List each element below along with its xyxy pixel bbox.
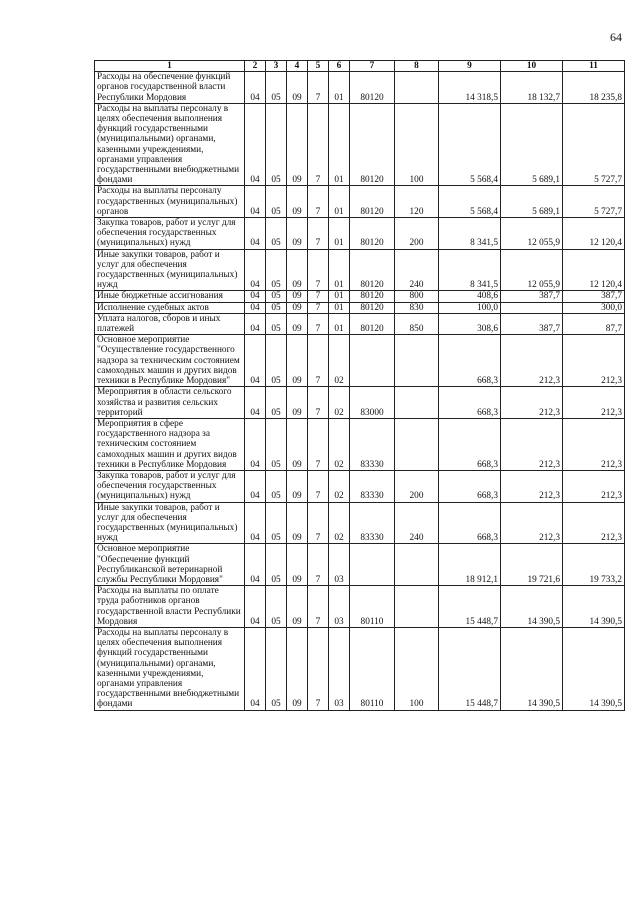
event-code-cell: 01: [329, 302, 350, 313]
expense-code-cell: 80110: [350, 586, 395, 628]
expense-code-cell: 80120: [350, 313, 395, 334]
row-name-cell: Расходы на обеспечение функций органов государственной власти Республики Мордовия: [95, 72, 245, 104]
expense-code-cell: 83330: [350, 418, 395, 470]
header-row: [95, 61, 625, 72]
subprogram-code-cell: 7: [308, 470, 329, 502]
column-header: 1: [95, 61, 245, 72]
row-name-cell: Расходы на выплаты персоналу в целях обеспечения выполнения функций государственными (муниципальными) органами, казенными учреждениями, органами управления государственными внебюджетными фондами: [95, 627, 245, 710]
amount-col11-cell: 212,3: [563, 335, 625, 387]
subsection-code-cell: 05: [266, 470, 287, 502]
amount-col10-cell: 14 390,5: [501, 627, 563, 710]
program-code-cell: 09: [287, 335, 308, 387]
amount-col9-cell: 5 568,4: [439, 186, 501, 218]
expense-code-cell: 80110: [350, 627, 395, 710]
subprogram-code-cell: 7: [308, 218, 329, 250]
row-name-cell: Основное мероприятие "Обеспечение функций Республиканской ветеринарной службы Республики Мордовия": [95, 544, 245, 586]
expense-type-cell: 100: [395, 627, 439, 710]
section-code-cell: 04: [245, 72, 266, 104]
table-row: [95, 103, 625, 186]
row-name-cell: Иные закупки товаров, работ и услуг для обеспечения государственных (муниципальных) нужд: [95, 249, 245, 291]
expense-type-cell: [395, 418, 439, 470]
program-code-cell: 09: [287, 502, 308, 544]
section-code-cell: 04: [245, 387, 266, 419]
program-code-cell: 09: [287, 544, 308, 586]
amount-col9-cell: 18 912,1: [439, 544, 501, 586]
table-row: [95, 186, 625, 218]
row-name-cell: Закупка товаров, работ и услуг для обеспечения государственных (муниципальных) нужд: [95, 218, 245, 250]
amount-col11-cell: 12 120,4: [563, 249, 625, 291]
event-code-cell: 03: [329, 627, 350, 710]
amount-col9-cell: 668,3: [439, 502, 501, 544]
expense-code-cell: 80120: [350, 302, 395, 313]
section-code-cell: 04: [245, 103, 266, 186]
event-code-cell: 02: [329, 502, 350, 544]
amount-col9-cell: 668,3: [439, 335, 501, 387]
amount-col9-cell: 668,3: [439, 470, 501, 502]
amount-col10-cell: 5 689,1: [501, 186, 563, 218]
amount-col10-cell: 12 055,9: [501, 218, 563, 250]
subsection-code-cell: 05: [266, 72, 287, 104]
subprogram-code-cell: 7: [308, 502, 329, 544]
event-code-cell: 01: [329, 186, 350, 218]
expense-type-cell: 850: [395, 313, 439, 334]
expense-code-cell: [350, 335, 395, 387]
amount-col10-cell: 18 132,7: [501, 72, 563, 104]
budget-table: [94, 60, 625, 711]
row-name-cell: Мероприятия в сфере государственного надзора за техническим состоянием самоходных машин и других видов техники в Республике Мордовия: [95, 418, 245, 470]
table-row: [95, 72, 625, 104]
expense-code-cell: [350, 544, 395, 586]
amount-col9-cell: 15 448,7: [439, 627, 501, 710]
subprogram-code-cell: 7: [308, 186, 329, 218]
subprogram-code-cell: 7: [308, 249, 329, 291]
amount-col9-cell: 668,3: [439, 387, 501, 419]
expense-type-cell: 240: [395, 249, 439, 291]
subprogram-code-cell: 7: [308, 387, 329, 419]
table-row: [95, 302, 625, 313]
event-code-cell: 03: [329, 544, 350, 586]
column-header: 6: [329, 61, 350, 72]
expense-type-cell: [395, 586, 439, 628]
expense-code-cell: 83330: [350, 502, 395, 544]
column-header: 8: [395, 61, 439, 72]
program-code-cell: 09: [287, 218, 308, 250]
amount-col9-cell: 8 341,5: [439, 249, 501, 291]
amount-col10-cell: 387,7: [501, 291, 563, 302]
expense-type-cell: 200: [395, 218, 439, 250]
amount-col10-cell: 19 721,6: [501, 544, 563, 586]
section-code-cell: 04: [245, 544, 266, 586]
subprogram-code-cell: 7: [308, 72, 329, 104]
row-name-cell: Расходы на выплаты по оплате труда работников органов государственной власти Республики Мордовия: [95, 586, 245, 628]
expense-code-cell: 80120: [350, 103, 395, 186]
row-name-cell: Иные бюджетные ассигнования: [95, 291, 245, 302]
event-code-cell: 03: [329, 586, 350, 628]
event-code-cell: 02: [329, 387, 350, 419]
column-header: 4: [287, 61, 308, 72]
expense-code-cell: 83330: [350, 470, 395, 502]
section-code-cell: 04: [245, 218, 266, 250]
expense-code-cell: 80120: [350, 291, 395, 302]
amount-col11-cell: 14 390,5: [563, 586, 625, 628]
amount-col10-cell: 212,3: [501, 387, 563, 419]
amount-col9-cell: 408,6: [439, 291, 501, 302]
section-code-cell: 04: [245, 627, 266, 710]
section-code-cell: 04: [245, 418, 266, 470]
amount-col11-cell: 87,7: [563, 313, 625, 334]
amount-col10-cell: 12 055,9: [501, 249, 563, 291]
subprogram-code-cell: 7: [308, 335, 329, 387]
amount-col11-cell: 212,3: [563, 502, 625, 544]
event-code-cell: 01: [329, 218, 350, 250]
row-name-cell: Основное мероприятие "Осуществление государственного надзора за техническим состоянием самоходных машин и других видов техники в Республике Мордовия": [95, 335, 245, 387]
amount-col10-cell: 5 689,1: [501, 103, 563, 186]
amount-col10-cell: 387,7: [501, 313, 563, 334]
column-header: 11: [563, 61, 625, 72]
event-code-cell: 01: [329, 313, 350, 334]
table-row: [95, 249, 625, 291]
section-code-cell: 04: [245, 313, 266, 334]
column-header: 3: [266, 61, 287, 72]
amount-col11-cell: 14 390,5: [563, 627, 625, 710]
subprogram-code-cell: 7: [308, 586, 329, 628]
event-code-cell: 01: [329, 72, 350, 104]
amount-col10-cell: 14 390,5: [501, 586, 563, 628]
amount-col11-cell: 212,3: [563, 470, 625, 502]
expense-type-cell: 100: [395, 103, 439, 186]
column-header: 2: [245, 61, 266, 72]
amount-col9-cell: 308,6: [439, 313, 501, 334]
program-code-cell: 09: [287, 586, 308, 628]
program-code-cell: 09: [287, 302, 308, 313]
event-code-cell: 01: [329, 103, 350, 186]
row-name-cell: Уплата налогов, сборов и иных платежей: [95, 313, 245, 334]
amount-col9-cell: 5 568,4: [439, 103, 501, 186]
event-code-cell: 01: [329, 249, 350, 291]
expense-code-cell: 80120: [350, 186, 395, 218]
subsection-code-cell: 05: [266, 313, 287, 334]
subprogram-code-cell: 7: [308, 103, 329, 186]
section-code-cell: 04: [245, 586, 266, 628]
section-code-cell: 04: [245, 302, 266, 313]
subprogram-code-cell: 7: [308, 313, 329, 334]
column-header: 5: [308, 61, 329, 72]
amount-col10-cell: 212,3: [501, 470, 563, 502]
table-row: [95, 335, 625, 387]
amount-col11-cell: 212,3: [563, 418, 625, 470]
program-code-cell: 09: [287, 186, 308, 218]
table-row: [95, 502, 625, 544]
program-code-cell: 09: [287, 387, 308, 419]
subsection-code-cell: 05: [266, 291, 287, 302]
row-name-cell: Мероприятия в области сельского хозяйства и развития сельских территорий: [95, 387, 245, 419]
subprogram-code-cell: 7: [308, 291, 329, 302]
subsection-code-cell: 05: [266, 186, 287, 218]
table-row: [95, 627, 625, 710]
column-header: 10: [501, 61, 563, 72]
section-code-cell: 04: [245, 470, 266, 502]
row-name-cell: Закупка товаров, работ и услуг для обеспечения государственных (муниципальных) нужд: [95, 470, 245, 502]
expense-type-cell: [395, 72, 439, 104]
table-row: [95, 470, 625, 502]
program-code-cell: 09: [287, 418, 308, 470]
subsection-code-cell: 05: [266, 502, 287, 544]
page-number: 64: [610, 30, 622, 44]
subprogram-code-cell: 7: [308, 627, 329, 710]
program-code-cell: 09: [287, 291, 308, 302]
amount-col11-cell: 5 727,7: [563, 103, 625, 186]
expense-code-cell: 80120: [350, 72, 395, 104]
event-code-cell: 02: [329, 470, 350, 502]
expense-type-cell: [395, 335, 439, 387]
amount-col9-cell: 8 341,5: [439, 218, 501, 250]
expense-type-cell: [395, 387, 439, 419]
section-code-cell: 04: [245, 291, 266, 302]
expense-type-cell: 200: [395, 470, 439, 502]
program-code-cell: 09: [287, 470, 308, 502]
subprogram-code-cell: 7: [308, 544, 329, 586]
amount-col9-cell: 15 448,7: [439, 586, 501, 628]
column-header: 7: [350, 61, 395, 72]
amount-col11-cell: 387,7: [563, 291, 625, 302]
section-code-cell: 04: [245, 249, 266, 291]
subsection-code-cell: 05: [266, 103, 287, 186]
subprogram-code-cell: 7: [308, 418, 329, 470]
subsection-code-cell: 05: [266, 335, 287, 387]
section-code-cell: 04: [245, 335, 266, 387]
amount-col11-cell: 300,0: [563, 302, 625, 313]
event-code-cell: 02: [329, 418, 350, 470]
expense-type-cell: 800: [395, 291, 439, 302]
amount-col11-cell: 19 733,2: [563, 544, 625, 586]
expense-type-cell: 120: [395, 186, 439, 218]
amount-col9-cell: 668,3: [439, 418, 501, 470]
section-code-cell: 04: [245, 186, 266, 218]
table-row: [95, 586, 625, 628]
table-row: [95, 387, 625, 419]
row-name-cell: Расходы на выплаты персоналу в целях обеспечения выполнения функций государственными (муниципальными) органами, казенными учреждениями, органами управления государственными внебюджетными фондами: [95, 103, 245, 186]
expense-code-cell: 83000: [350, 387, 395, 419]
row-name-cell: Расходы на выплаты персоналу государственных (муниципальных) органов: [95, 186, 245, 218]
amount-col10-cell: 212,3: [501, 418, 563, 470]
subsection-code-cell: 05: [266, 302, 287, 313]
subsection-code-cell: 05: [266, 418, 287, 470]
event-code-cell: 01: [329, 291, 350, 302]
amount-col11-cell: 5 727,7: [563, 186, 625, 218]
subsection-code-cell: 05: [266, 586, 287, 628]
table-row: [95, 218, 625, 250]
program-code-cell: 09: [287, 627, 308, 710]
expense-code-cell: 80120: [350, 218, 395, 250]
table-row: [95, 313, 625, 334]
subprogram-code-cell: 7: [308, 302, 329, 313]
amount-col10-cell: 212,3: [501, 335, 563, 387]
amount-col11-cell: 18 235,8: [563, 72, 625, 104]
subsection-code-cell: 05: [266, 249, 287, 291]
subsection-code-cell: 05: [266, 627, 287, 710]
table-body: [95, 72, 625, 710]
expense-type-cell: [395, 544, 439, 586]
program-code-cell: 09: [287, 103, 308, 186]
event-code-cell: 02: [329, 335, 350, 387]
amount-col9-cell: 14 318,5: [439, 72, 501, 104]
subsection-code-cell: 05: [266, 544, 287, 586]
expense-code-cell: 80120: [350, 249, 395, 291]
expense-type-cell: 240: [395, 502, 439, 544]
amount-col11-cell: 212,3: [563, 387, 625, 419]
amount-col10-cell: [501, 302, 563, 313]
table-row: [95, 291, 625, 302]
table-row: [95, 418, 625, 470]
column-header: 9: [439, 61, 501, 72]
row-name-cell: Исполнение судебных актов: [95, 302, 245, 313]
amount-col9-cell: 100,0: [439, 302, 501, 313]
program-code-cell: 09: [287, 313, 308, 334]
subsection-code-cell: 05: [266, 218, 287, 250]
expense-type-cell: 830: [395, 302, 439, 313]
amount-col11-cell: 12 120,4: [563, 218, 625, 250]
subsection-code-cell: 05: [266, 387, 287, 419]
section-code-cell: 04: [245, 502, 266, 544]
table-row: [95, 544, 625, 586]
program-code-cell: 09: [287, 72, 308, 104]
program-code-cell: 09: [287, 249, 308, 291]
row-name-cell: Иные закупки товаров, работ и услуг для обеспечения государственных (муниципальных) нужд: [95, 502, 245, 544]
amount-col10-cell: 212,3: [501, 502, 563, 544]
